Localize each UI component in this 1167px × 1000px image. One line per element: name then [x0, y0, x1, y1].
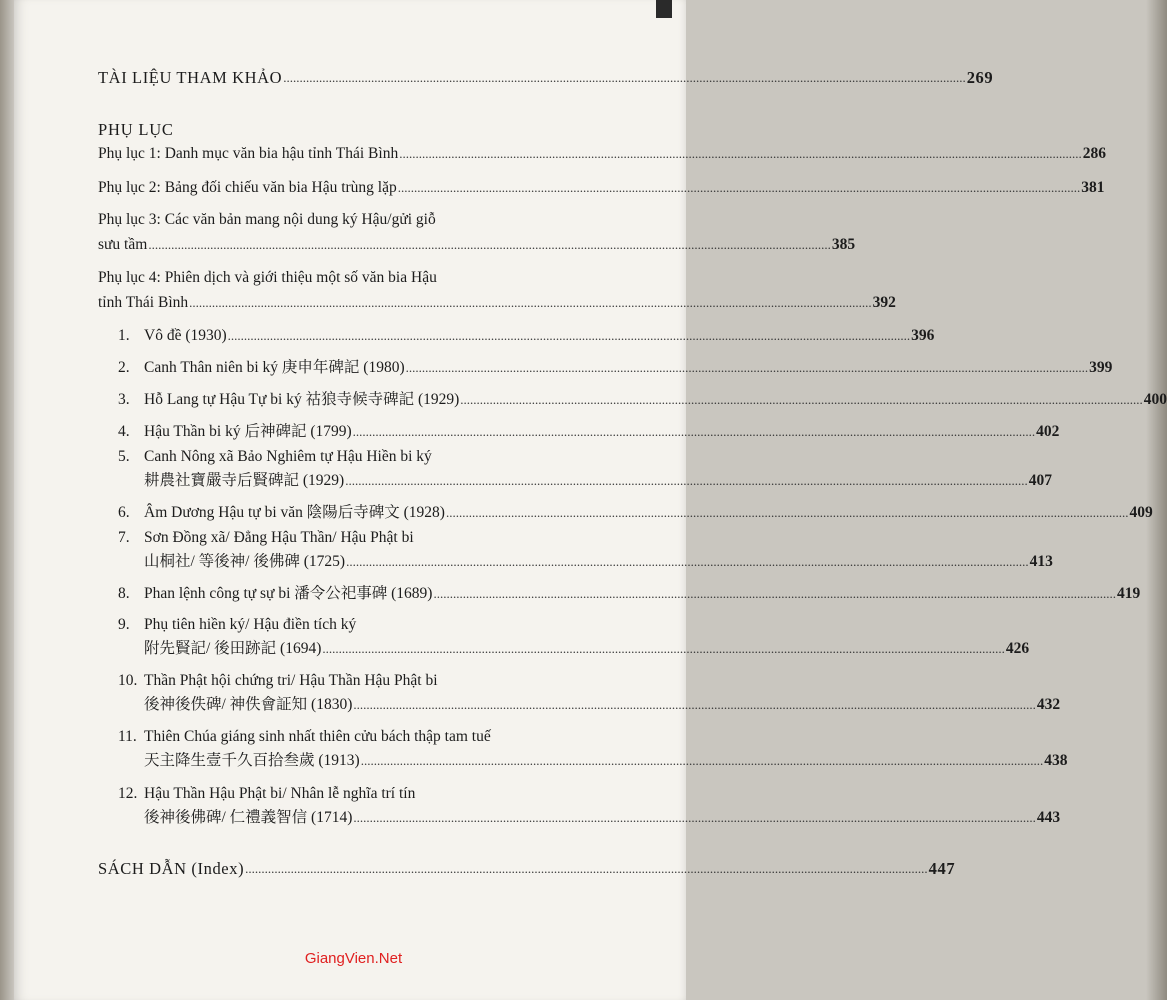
dot-leader: ..................................................................................................................................................................................................................: [283, 70, 966, 85]
toc-item-10[interactable]: [118, 695, 1061, 715]
toc-entry-appendix4-line1: Phụ lục 4: Phiên dịch và giới thiệu một số văn bia Hậu: [98, 269, 437, 286]
dot-leader: ..................................................................................................................................................................................................................: [245, 861, 928, 876]
toc-item-title: Phan lệnh công tự sự bi 潘令公祀事碑 (1689): [144, 585, 433, 602]
toc-item-6[interactable]: [118, 503, 1153, 523]
toc-item-title: Thần Phật hội chứng tri/ Hậu Thần Hậu Phật bi: [144, 672, 438, 689]
toc-item-number: 12.: [118, 785, 138, 802]
toc-item-page: 402: [1036, 423, 1060, 440]
toc-item-title-cont: 山桐社/ 等後神/ 後佛碑 (1725): [144, 553, 346, 570]
toc-entry-references[interactable]: [98, 68, 994, 88]
dot-leader: ..................................................................................................................................................................................................................: [445, 505, 1129, 520]
dot-leader: ..................................................................................................................................................................................................................: [352, 424, 1036, 439]
toc-item-title: Hậu Thần Hậu Phật bi/ Nhân lễ nghĩa trí tín: [144, 785, 416, 802]
toc-item-page: 443: [1036, 809, 1061, 826]
toc-item-page: 432: [1036, 696, 1061, 713]
toc-item-1[interactable]: [118, 326, 935, 346]
toc-entry-title: Phụ lục 2: Bảng đối chiếu văn bia Hậu trùng lặp: [98, 179, 397, 196]
toc-item-title: Canh Thân niên bi ký 庚申年碑記 (1980): [144, 359, 405, 376]
dot-leader: ..................................................................................................................................................................................................................: [353, 810, 1036, 825]
toc-item-11[interactable]: [118, 751, 1068, 771]
dot-leader: ..................................................................................................................................................................................................................: [460, 392, 1143, 407]
toc-item-line1: [118, 615, 356, 635]
toc-item-line1: [118, 447, 432, 467]
dot-leader: ..................................................................................................................................................................................................................: [189, 295, 872, 310]
toc-entry-page: 392: [872, 294, 896, 311]
toc-item-title-cont: 後神後佛碑/ 仁禮義智信 (1714): [144, 809, 353, 826]
toc-item-title-cont: 後神後佚碑/ 神佚會証知 (1830): [144, 696, 353, 713]
toc-item-4[interactable]: [118, 422, 1060, 442]
toc-item-number: 5.: [118, 448, 130, 465]
toc-item-title-cont: 天主降生壹千久百拾叁歲 (1913): [144, 752, 360, 769]
toc-item-line1: [118, 671, 438, 691]
toc-entry-appendix2[interactable]: [98, 178, 1105, 198]
toc-item-title: Canh Nông xã Bảo Nghiêm tự Hậu Hiền bi ký: [144, 448, 432, 465]
spine-mark: [656, 0, 672, 18]
dot-leader: ..................................................................................................................................................................................................................: [322, 641, 1005, 656]
toc-entry-page: 286: [1082, 145, 1106, 162]
toc-item-number: 9.: [118, 616, 130, 633]
toc-item-2[interactable]: [118, 358, 1113, 378]
toc-item-line1: [118, 784, 415, 804]
toc-item-page: 419: [1116, 585, 1141, 602]
toc-entry-appendix4[interactable]: [98, 293, 896, 313]
toc-entry-page: 385: [831, 236, 856, 253]
toc-item-page: 409: [1129, 504, 1153, 521]
book-page: [14, 0, 1167, 1000]
dot-leader: ..................................................................................................................................................................................................................: [346, 554, 1029, 569]
toc-item-page: 413: [1029, 553, 1053, 570]
toc-item-title: Sơn Đồng xã/ Đẳng Hậu Thần/ Hậu Phật bi: [144, 529, 414, 546]
toc-item-number: 6.: [118, 504, 130, 521]
toc-entry-index[interactable]: [98, 859, 956, 879]
toc-entry-page: 381: [1081, 179, 1105, 196]
toc-item-title: Âm Dương Hậu tự bi văn 陰陽后寺碑文 (1928): [144, 504, 445, 521]
toc-item-line1: [118, 528, 414, 548]
toc-item-number: 10.: [118, 672, 138, 689]
toc-item-title-cont: 附先賢記/ 後田跡記 (1694): [144, 640, 322, 657]
toc-entry-page: 269: [966, 68, 994, 87]
toc-item-page: 438: [1044, 752, 1068, 769]
toc-item-number: 2.: [118, 359, 130, 376]
dot-leader: ..................................................................................................................................................................................................................: [399, 146, 1082, 161]
toc-item-number: 11.: [118, 728, 137, 745]
toc-entry-title: TÀI LIỆU THAM KHẢO: [98, 68, 283, 87]
toc-item-page: 399: [1089, 359, 1113, 376]
toc-item-title: Vô đề (1930): [144, 327, 227, 344]
toc-entry-appendix1[interactable]: [98, 144, 1106, 164]
toc-item-title: Phụ tiên hiền ký/ Hậu điền tích ký: [144, 616, 357, 633]
toc-item-title: Thiên Chúa giáng sinh nhất thiên cửu bách thập tam tuế: [144, 728, 491, 745]
toc-entry-title: tỉnh Thái Bình: [98, 294, 189, 311]
toc-item-number: 7.: [118, 529, 130, 546]
toc-entry-title: sưu tầm: [98, 236, 148, 253]
toc-item-page: 426: [1005, 640, 1030, 657]
watermark: GiangVien.Net: [304, 950, 403, 967]
dot-leader: ..................................................................................................................................................................................................................: [433, 586, 1116, 601]
toc-entry-page: 447: [928, 859, 956, 878]
dot-leader: ..................................................................................................................................................................................................................: [353, 697, 1036, 712]
toc-entry-title: Phụ lục 1: Danh mục văn bia hậu tỉnh Thái Bình: [98, 145, 399, 162]
dot-leader: ..................................................................................................................................................................................................................: [227, 328, 911, 343]
toc-item-3[interactable]: [118, 390, 1167, 410]
toc-item-number: 1.: [118, 327, 130, 344]
toc-item-page: 407: [1028, 472, 1052, 489]
toc-item-page: 400: [1143, 391, 1167, 408]
dot-leader: ..................................................................................................................................................................................................................: [360, 753, 1044, 768]
page-left-edge: [0, 0, 14, 1000]
toc-item-number: 4.: [118, 423, 130, 440]
toc-item-title-cont: 耕農社寶嚴寺后賢碑記 (1929): [144, 472, 345, 489]
toc-item-title: Hỗ Lang tự Hậu Tự bi ký 祜狼寺候寺碑記 (1929): [144, 391, 460, 408]
toc-item-9[interactable]: [118, 639, 1030, 659]
toc-item-line1: [118, 727, 491, 747]
dot-leader: ..................................................................................................................................................................................................................: [148, 237, 831, 252]
toc-item-number: 8.: [118, 585, 130, 602]
toc-item-8[interactable]: [118, 584, 1141, 604]
toc-item-5[interactable]: [118, 471, 1052, 491]
toc-item-title: Hậu Thần bi ký 后神碑記 (1799): [144, 423, 352, 440]
toc-entry-appendix3-line1: Phụ lục 3: Các văn bản mang nội dung ký Hậu/gửi giỗ: [98, 211, 436, 228]
toc-item-12[interactable]: [118, 808, 1061, 828]
page-right-edge: [1143, 0, 1167, 1000]
toc-item-7[interactable]: [118, 552, 1053, 572]
dot-leader: ..................................................................................................................................................................................................................: [345, 473, 1028, 488]
toc-item-page: 396: [911, 327, 935, 344]
toc-item-number: 3.: [118, 391, 130, 408]
toc-entry-title: SÁCH DẪN (Index): [98, 859, 245, 878]
dot-leader: ..................................................................................................................................................................................................................: [405, 360, 1089, 375]
toc-entry-appendix3[interactable]: [98, 235, 856, 255]
dot-leader: ..................................................................................................................................................................................................................: [397, 180, 1081, 195]
appendix-heading: PHỤ LỤC: [98, 120, 174, 139]
